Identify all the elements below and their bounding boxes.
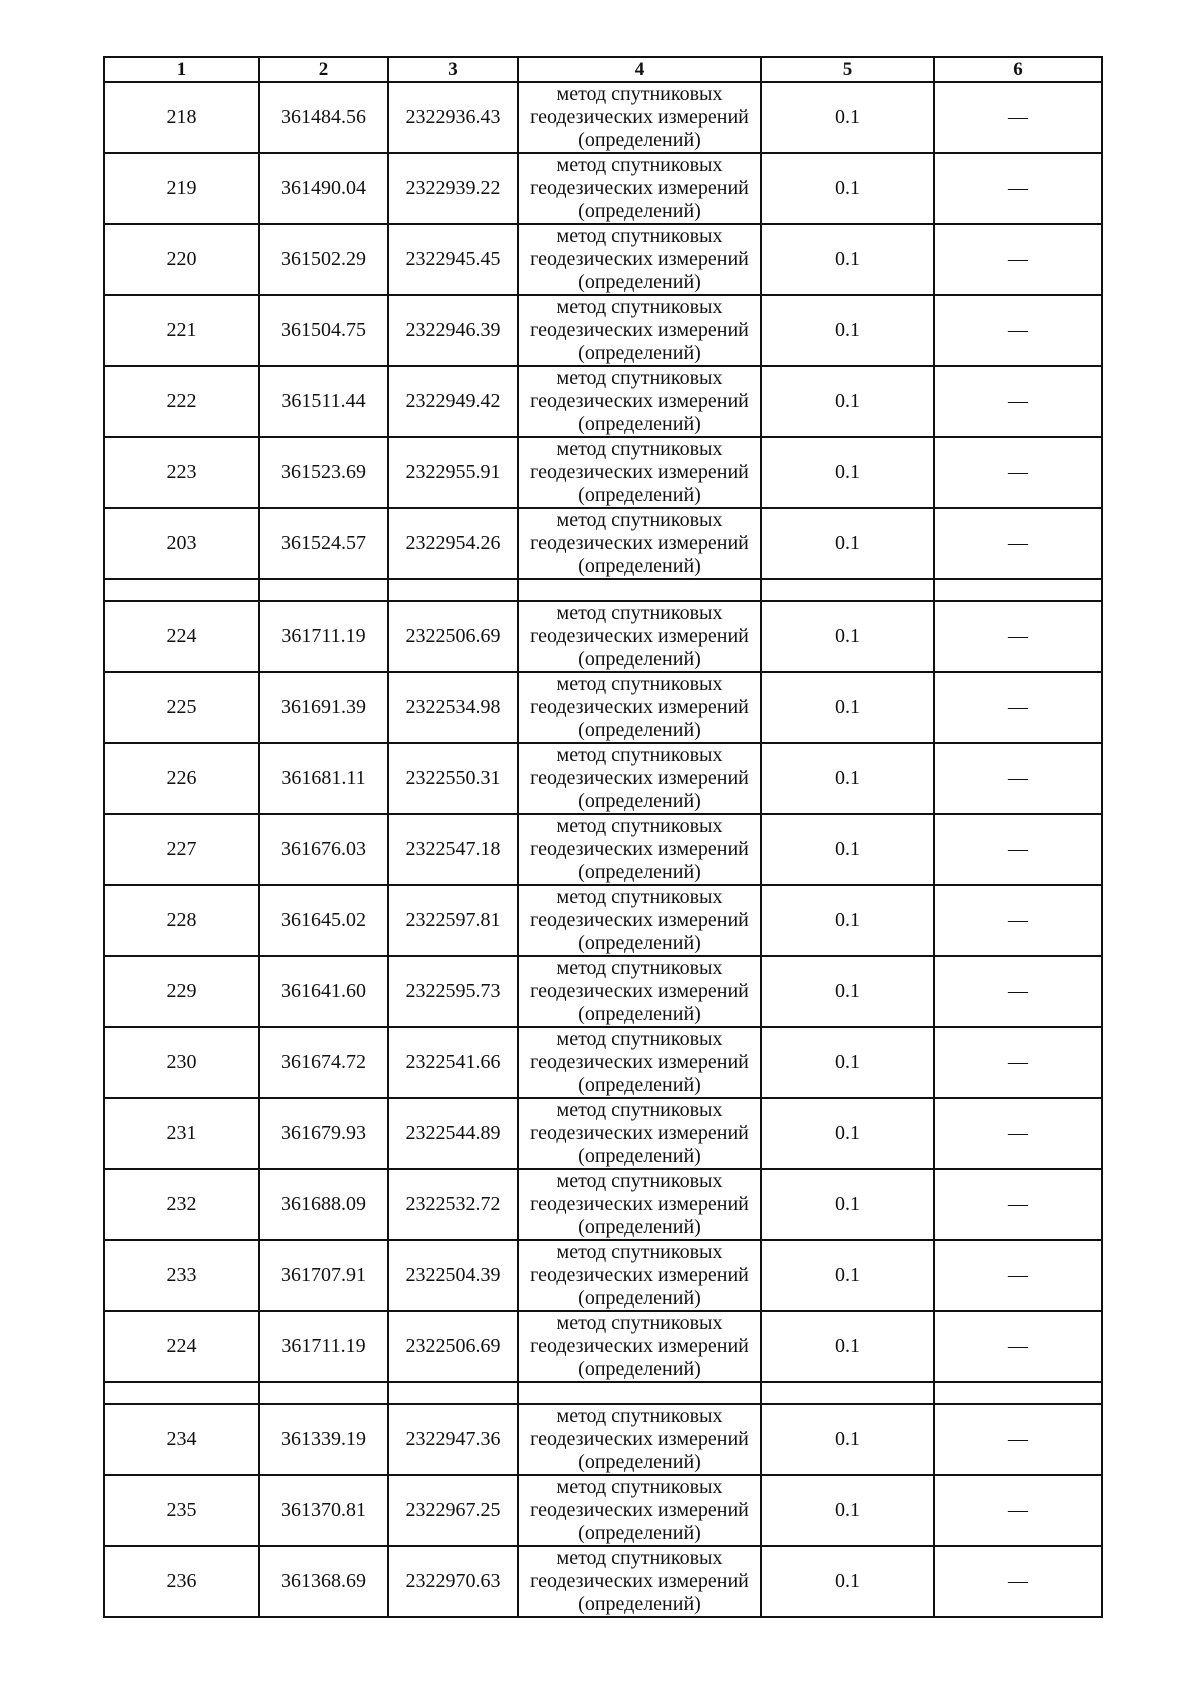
table-row	[104, 153, 1102, 224]
cell-method: метод спутниковых геодезических измерений (определений)	[518, 82, 761, 153]
cell-coord-x: 361523.69	[259, 437, 388, 508]
cell-accuracy: 0.1	[761, 82, 934, 153]
cell-description: —	[934, 1240, 1102, 1311]
cell-method: метод спутниковых геодезических измерений (определений)	[518, 437, 761, 508]
cell-point-number: 231	[104, 1098, 259, 1169]
cell-accuracy	[761, 1382, 934, 1404]
cell-coord-y: 2322541.66	[388, 1027, 518, 1098]
table-row	[104, 601, 1102, 672]
table-row	[104, 437, 1102, 508]
cell-description: —	[934, 153, 1102, 224]
cell-description: —	[934, 1311, 1102, 1382]
table-row	[104, 1240, 1102, 1311]
cell-method: метод спутниковых геодезических измерений (определений)	[518, 295, 761, 366]
cell-description	[934, 579, 1102, 601]
cell-method: метод спутниковых геодезических измерений (определений)	[518, 814, 761, 885]
spacer-row	[104, 1382, 1102, 1404]
header-col-2: 2	[259, 57, 388, 82]
cell-coord-y: 2322597.81	[388, 885, 518, 956]
cell-coord-x: 361490.04	[259, 153, 388, 224]
table-row	[104, 1404, 1102, 1475]
coordinates-table	[103, 56, 1103, 1618]
cell-accuracy: 0.1	[761, 956, 934, 1027]
cell-description: —	[934, 82, 1102, 153]
table-header	[104, 57, 1102, 82]
cell-coord-y	[388, 579, 518, 601]
cell-accuracy: 0.1	[761, 743, 934, 814]
cell-point-number: 224	[104, 601, 259, 672]
cell-description: —	[934, 1546, 1102, 1617]
cell-coord-y: 2322544.89	[388, 1098, 518, 1169]
cell-coord-y: 2322947.36	[388, 1404, 518, 1475]
cell-method: метод спутниковых геодезических измерений (определений)	[518, 885, 761, 956]
cell-method: метод спутниковых геодезических измерений (определений)	[518, 672, 761, 743]
cell-accuracy: 0.1	[761, 508, 934, 579]
cell-accuracy: 0.1	[761, 295, 934, 366]
cell-point-number: 235	[104, 1475, 259, 1546]
cell-method: метод спутниковых геодезических измерений (определений)	[518, 743, 761, 814]
cell-coord-y: 2322939.22	[388, 153, 518, 224]
cell-accuracy	[761, 579, 934, 601]
cell-coord-x: 361711.19	[259, 1311, 388, 1382]
cell-point-number: 218	[104, 82, 259, 153]
cell-coord-y	[388, 1382, 518, 1404]
cell-method: метод спутниковых геодезических измерений (определений)	[518, 1475, 761, 1546]
header-col-5: 5	[761, 57, 934, 82]
cell-method	[518, 579, 761, 601]
cell-method: метод спутниковых геодезических измерений (определений)	[518, 153, 761, 224]
cell-coord-x: 361707.91	[259, 1240, 388, 1311]
table-row	[104, 885, 1102, 956]
cell-point-number: 234	[104, 1404, 259, 1475]
cell-coord-x: 361502.29	[259, 224, 388, 295]
cell-point-number: 221	[104, 295, 259, 366]
header-col-3: 3	[388, 57, 518, 82]
cell-method: метод спутниковых геодезических измерений (определений)	[518, 366, 761, 437]
table-row	[104, 1027, 1102, 1098]
cell-accuracy: 0.1	[761, 1404, 934, 1475]
cell-accuracy: 0.1	[761, 814, 934, 885]
table-row	[104, 1098, 1102, 1169]
cell-coord-y: 2322967.25	[388, 1475, 518, 1546]
cell-coord-y: 2322547.18	[388, 814, 518, 885]
table-row	[104, 956, 1102, 1027]
table-row	[104, 672, 1102, 743]
cell-coord-x: 361370.81	[259, 1475, 388, 1546]
cell-method: метод спутниковых геодезических измерений (определений)	[518, 508, 761, 579]
cell-point-number: 203	[104, 508, 259, 579]
cell-point-number: 233	[104, 1240, 259, 1311]
cell-coord-x: 361524.57	[259, 508, 388, 579]
cell-description: —	[934, 1475, 1102, 1546]
cell-description: —	[934, 601, 1102, 672]
cell-coord-y: 2322532.72	[388, 1169, 518, 1240]
cell-coord-x: 361339.19	[259, 1404, 388, 1475]
cell-coord-y: 2322946.39	[388, 295, 518, 366]
cell-description: —	[934, 1169, 1102, 1240]
cell-point-number: 224	[104, 1311, 259, 1382]
cell-method: метод спутниковых геодезических измерений (определений)	[518, 224, 761, 295]
cell-description: —	[934, 508, 1102, 579]
cell-accuracy: 0.1	[761, 1098, 934, 1169]
cell-point-number: 236	[104, 1546, 259, 1617]
cell-description: —	[934, 743, 1102, 814]
table-row	[104, 82, 1102, 153]
cell-method: метод спутниковых геодезических измерений (определений)	[518, 1027, 761, 1098]
cell-method: метод спутниковых геодезических измерений (определений)	[518, 1098, 761, 1169]
cell-description: —	[934, 672, 1102, 743]
cell-accuracy: 0.1	[761, 1546, 934, 1617]
cell-coord-x: 361679.93	[259, 1098, 388, 1169]
table-row	[104, 366, 1102, 437]
table-row	[104, 1169, 1102, 1240]
cell-coord-x: 361711.19	[259, 601, 388, 672]
cell-description: —	[934, 224, 1102, 295]
cell-coord-y: 2322936.43	[388, 82, 518, 153]
cell-coord-x: 361676.03	[259, 814, 388, 885]
cell-method: метод спутниковых геодезических измерений (определений)	[518, 1240, 761, 1311]
cell-point-number: 232	[104, 1169, 259, 1240]
cell-coord-x: 361691.39	[259, 672, 388, 743]
cell-accuracy: 0.1	[761, 1027, 934, 1098]
cell-accuracy: 0.1	[761, 153, 934, 224]
cell-coord-y: 2322954.26	[388, 508, 518, 579]
table-row	[104, 224, 1102, 295]
cell-coord-y: 2322945.45	[388, 224, 518, 295]
cell-method: метод спутниковых геодезических измерений (определений)	[518, 956, 761, 1027]
cell-accuracy: 0.1	[761, 672, 934, 743]
cell-point-number: 229	[104, 956, 259, 1027]
spacer-row	[104, 579, 1102, 601]
header-col-6: 6	[934, 57, 1102, 82]
table-row	[104, 814, 1102, 885]
cell-description: —	[934, 366, 1102, 437]
cell-description: —	[934, 814, 1102, 885]
table-row	[104, 508, 1102, 579]
cell-coord-x	[259, 1382, 388, 1404]
cell-method: метод спутниковых геодезических измерений (определений)	[518, 1404, 761, 1475]
header-col-4: 4	[518, 57, 761, 82]
cell-point-number	[104, 579, 259, 601]
cell-point-number: 227	[104, 814, 259, 885]
cell-method: метод спутниковых геодезических измерений (определений)	[518, 1546, 761, 1617]
cell-accuracy: 0.1	[761, 224, 934, 295]
header-row	[104, 57, 1102, 82]
cell-coord-y: 2322506.69	[388, 601, 518, 672]
table-row	[104, 743, 1102, 814]
cell-point-number: 220	[104, 224, 259, 295]
cell-coord-y: 2322504.39	[388, 1240, 518, 1311]
cell-description: —	[934, 295, 1102, 366]
cell-accuracy: 0.1	[761, 1475, 934, 1546]
cell-coord-y: 2322955.91	[388, 437, 518, 508]
cell-description: —	[934, 885, 1102, 956]
cell-accuracy: 0.1	[761, 437, 934, 508]
header-col-1: 1	[104, 57, 259, 82]
cell-method: метод спутниковых геодезических измерений (определений)	[518, 1311, 761, 1382]
cell-accuracy: 0.1	[761, 366, 934, 437]
cell-description: —	[934, 956, 1102, 1027]
table-body	[104, 82, 1102, 1617]
table-row	[104, 295, 1102, 366]
cell-method	[518, 1382, 761, 1404]
cell-coord-y: 2322550.31	[388, 743, 518, 814]
cell-point-number: 223	[104, 437, 259, 508]
cell-method: метод спутниковых геодезических измерений (определений)	[518, 1169, 761, 1240]
cell-coord-y: 2322949.42	[388, 366, 518, 437]
cell-coord-x: 361645.02	[259, 885, 388, 956]
cell-coord-x: 361484.56	[259, 82, 388, 153]
cell-accuracy: 0.1	[761, 1169, 934, 1240]
cell-coord-y: 2322506.69	[388, 1311, 518, 1382]
cell-method: метод спутниковых геодезических измерений (определений)	[518, 601, 761, 672]
cell-description	[934, 1382, 1102, 1404]
table-row	[104, 1311, 1102, 1382]
cell-description: —	[934, 1098, 1102, 1169]
cell-point-number: 219	[104, 153, 259, 224]
cell-accuracy: 0.1	[761, 1240, 934, 1311]
cell-point-number: 225	[104, 672, 259, 743]
cell-coord-x: 361688.09	[259, 1169, 388, 1240]
cell-accuracy: 0.1	[761, 885, 934, 956]
cell-point-number	[104, 1382, 259, 1404]
cell-coord-x: 361681.11	[259, 743, 388, 814]
cell-accuracy: 0.1	[761, 1311, 934, 1382]
cell-coord-x: 361504.75	[259, 295, 388, 366]
cell-point-number: 222	[104, 366, 259, 437]
cell-coord-x: 361674.72	[259, 1027, 388, 1098]
cell-coord-y: 2322970.63	[388, 1546, 518, 1617]
table-row	[104, 1475, 1102, 1546]
cell-coord-x: 361511.44	[259, 366, 388, 437]
cell-description: —	[934, 1027, 1102, 1098]
cell-coord-x: 361641.60	[259, 956, 388, 1027]
cell-point-number: 230	[104, 1027, 259, 1098]
cell-coord-x	[259, 579, 388, 601]
cell-point-number: 226	[104, 743, 259, 814]
cell-coord-y: 2322595.73	[388, 956, 518, 1027]
cell-point-number: 228	[104, 885, 259, 956]
cell-coord-x: 361368.69	[259, 1546, 388, 1617]
cell-accuracy: 0.1	[761, 601, 934, 672]
cell-description: —	[934, 1404, 1102, 1475]
table-row	[104, 1546, 1102, 1617]
cell-coord-y: 2322534.98	[388, 672, 518, 743]
cell-description: —	[934, 437, 1102, 508]
